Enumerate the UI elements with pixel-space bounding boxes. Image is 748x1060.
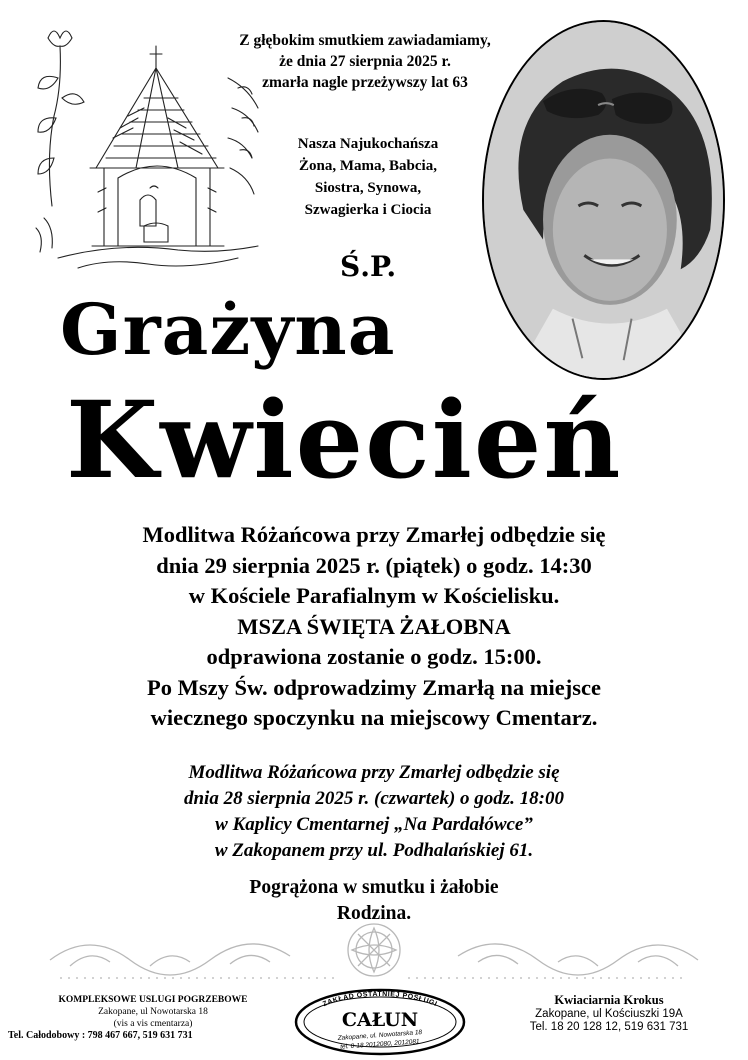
- vigil-line: w Zakopanem przy ul. Podhalańskiej 61.: [214, 840, 534, 861]
- vigil-line: Modlitwa Różańcowa przy Zmarłej odbędzie się: [188, 762, 560, 783]
- funeral-home-info: [8, 994, 298, 1042]
- ceremony-details: [20, 520, 728, 734]
- funeral-home-note: (vis a vis cmentarza): [113, 1019, 193, 1029]
- family-line: Żona, Mama, Babcia,: [299, 158, 437, 174]
- family-line: Szwagierka i Ciocia: [304, 202, 432, 218]
- vigil-line: dnia 28 sierpnia 2025 r. (czwartek) o godz. 18:00: [183, 788, 565, 809]
- florist-info: [478, 994, 740, 1035]
- family-line: Nasza Najukochańsza: [297, 136, 439, 152]
- calun-logo: [292, 986, 468, 1056]
- logo-ring-text: ZAKŁAD OSTATNIEJ POSŁUGI: [321, 990, 439, 1009]
- portrait-photo: [482, 20, 725, 380]
- logo-address: Zakopane, ul. Nowotarska 18: [337, 1029, 423, 1042]
- intro-line: zmarła nagle przeżywszy lat 63: [262, 74, 468, 91]
- funeral-home-name: KOMPLEKSOWE USLUGI POGRZEBOWE: [58, 995, 248, 1005]
- sp-prefix: Ś.P.: [340, 250, 397, 283]
- florist-phone: Tel. 18 20 128 12, 519 631 731: [529, 1021, 689, 1033]
- intro-line: że dnia 27 sierpnia 2025 r.: [279, 53, 451, 70]
- logo-phone: tel. 0-18 2012080, 2012081: [339, 1038, 420, 1051]
- logo-name: CAŁUN: [341, 1009, 419, 1031]
- florist-name: Kwiaciarnia Krokus: [554, 993, 664, 1007]
- vigil-details: [20, 760, 728, 864]
- mourning-line: Rodzina.: [336, 903, 412, 924]
- funeral-home-phone: Tel. Całodobowy : 798 467 667, 519 631 731: [8, 1030, 193, 1041]
- first-name: Grażyna: [60, 288, 396, 371]
- ceremony-line: wiecznego spoczynku na miejscowy Cmentarz.: [150, 705, 598, 730]
- ceremony-line: odprawiona zostanie o godz. 15:00.: [206, 644, 542, 669]
- funeral-home-address: Zakopane, ul Nowotarska 18: [98, 1007, 208, 1017]
- ceremony-line: dnia 29 sierpnia 2025 r. (piątek) o godz. 14:30: [156, 552, 592, 578]
- florist-address: Zakopane, ul Kościuszki 19A: [535, 1007, 683, 1020]
- ceremony-line: w Kościele Parafialnym w Kościelisku.: [188, 583, 560, 608]
- mourning-line: Pogrążona w smutku i żałobie: [249, 877, 499, 898]
- announcement-intro: [205, 30, 525, 93]
- intro-line: Z głębokim smutkiem zawiadamiamy,: [239, 32, 491, 49]
- vigil-line: w Kaplicy Cmentarnej „Na Pardałówce”: [215, 814, 533, 835]
- family-line: Siostra, Synowa,: [314, 180, 422, 196]
- folk-ornament-divider: [40, 920, 708, 988]
- ceremony-line: Po Mszy Św. odprowadzimy Zmarłą na miejsce: [147, 674, 601, 700]
- ceremony-line: MSZA ŚWIĘTA ŻAŁOBNA: [237, 613, 511, 639]
- ceremony-line: Modlitwa Różańcowa przy Zmarłej odbędzie się: [142, 522, 606, 547]
- last-name: Kwiecień: [66, 377, 623, 502]
- family-relations: [262, 133, 474, 221]
